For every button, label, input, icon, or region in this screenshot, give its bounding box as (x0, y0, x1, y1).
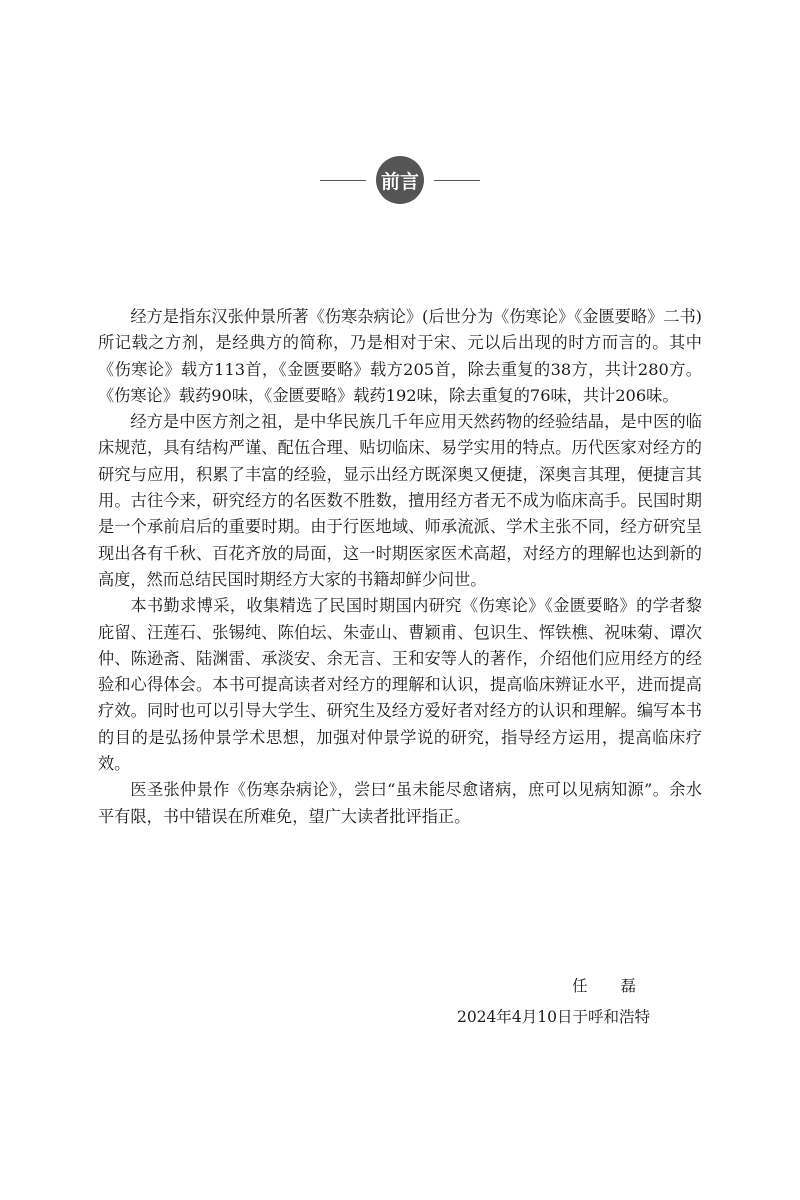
preface-body (98, 304, 702, 830)
header-rule-left (320, 180, 366, 181)
paragraph-2: 经方是中医方剂之祖，是中华民族几千年应用天然药物的经验结晶，是中医的临床规范，具有结构严谨、配伍合理、贴切临床、易学实用的特点。历代医家对经方的研究与应用，积累了丰富的经验，显示出经方既深奥又便捷，深奥言其理，便捷言其用。古往今来，研究经方的名医数不胜数，擅用经方者无不成为临床高手。民国时期是一个承前启后的重要时期。由于行医地域、师承流派、学术主张不同，经方研究呈现出各有千秋、百花齐放的局面，这一时期医家医术高超，对经方的理解也达到新的高度，然而总结民国时期经方大家的书籍却鲜少问世。 (98, 412, 702, 589)
preface-title-badge (376, 156, 424, 204)
preface-title: 前言 (380, 170, 419, 193)
preface-header (0, 156, 800, 204)
signature-date: 2024年4月10日于呼和浩特 (456, 1008, 650, 1026)
author-name: 任 磊 (572, 977, 650, 995)
paragraph-1: 经方是指东汉张仲景所著《伤寒杂病论》(后世分为《伤寒论》《金匮要略》二书)所记载之方剂，是经典方的简称，乃是相对于宋、元以后出现的时方而言的。其中《伤寒论》载方113首，《金匮要略》载方205首，除去重复的38方，共计280方。《伤寒论》载药90味，《金匮要略》载药192味，除去重复的76味，共计206味。 (98, 307, 702, 405)
header-rule-right (434, 180, 480, 181)
paragraph-4: 医圣张仲景作《伤寒杂病论》，尝曰“虽未能尽愈诸病，庶可以见病知源”。余水平有限，书中错误在所难免，望广大读者批评指正。 (98, 780, 702, 826)
paragraph-3: 本书勤求博采，收集精选了民国时期国内研究《伤寒论》《金匮要略》的学者黎庇留、汪莲石、张锡纯、陈伯坛、朱壶山、曹颖甫、包识生、恽铁樵、祝味菊、谭次仲、陈逊斋、陆渊雷、承淡安、余无言、王和安等人的著作，介绍他们应用经方的经验和心得体会。本书可提高读者对经方的理解和认识，提高临床辨证水平，进而提高疗效。同时也可以引导大学生、研究生及经方爱好者对经方的认识和理解。编写本书的目的是弘扬仲景学术思想，加强对仲景学说的研究，指导经方运用，提高临床疗效。 (98, 596, 702, 774)
